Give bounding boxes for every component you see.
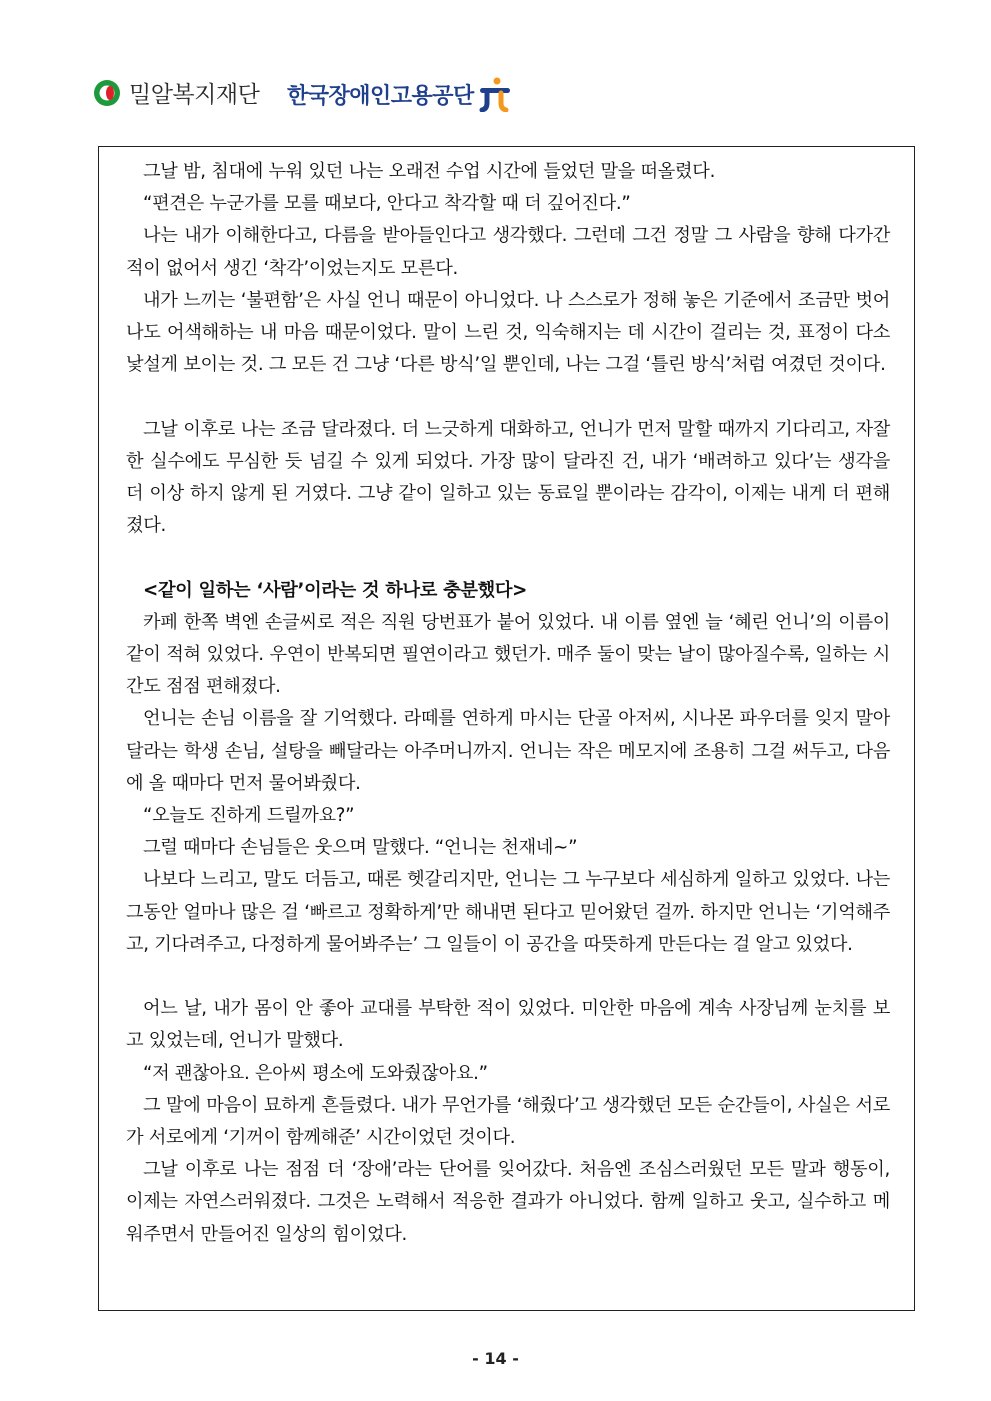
blank-line bbox=[126, 542, 890, 574]
paragraph: 내가 느끼는 ‘불편함’은 사실 언니 때문이 아니었다. 나 스스로가 정해 놓은 기준에서 조금만 벗어나도 어색해하는 내 마음 때문이었다. 말이 느린 것, 익숙해지는 데 시간이 걸리는 것, 표정이 다소 낯설게 보이는 것. 그 모든 건 그냥 ‘다른 방식’일 뿐인데, 나는 그걸 ‘틀린 방식’처럼 여겼던 것이다. bbox=[126, 289, 890, 376]
paragraph: 그럴 때마다 손님들은 웃으며 말했다. “언니는 천재네~” bbox=[143, 837, 578, 859]
section-heading: <같이 일하는 ‘사람’이라는 것 하나로 충분했다> bbox=[143, 579, 528, 601]
blank-line bbox=[126, 381, 890, 413]
essay-body bbox=[126, 156, 890, 1251]
paragraph: 카페 한쪽 벽엔 손글씨로 적은 직원 당번표가 붙어 있었다. 내 이름 옆엔 늘 ‘혜린 언니’의 이름이 같이 적혀 있었다. 우연이 반복되면 필연이라고 했던가. 매주 둘이 맞는 날이 많아질수록, 일하는 시간도 점점 편해졌다. bbox=[126, 611, 890, 698]
paragraph: 그 말에 마음이 묘하게 흔들렸다. 내가 무언가를 ‘해줬다’고 생각했던 모든 순간들이, 사실은 서로가 서로에게 ‘기꺼이 함께해준’ 시간이었던 것이다. bbox=[126, 1094, 890, 1149]
paragraph: 나보다 느리고, 말도 더듬고, 때론 헷갈리지만, 언니는 그 누구보다 세심하게 일하고 있었다. 나는 그동안 얼마나 많은 걸 ‘빠르고 정확하게’만 해내면 된다고 믿어왔던 걸까. 하지만 언니는 ‘기억해주고, 기다려주고, 다정하게 물어봐주는’ 그 일들이 이 공간을 따뜻하게 만든다는 걸 알고 있었다. bbox=[126, 869, 890, 955]
milal-logo-text: 밀알복지재단 bbox=[129, 82, 260, 108]
quote-paragraph: “오늘도 진하게 드릴까요?” bbox=[143, 805, 355, 827]
paragraph: 그날 이후로 나는 조금 달라졌다. 더 느긋하게 대화하고, 언니가 먼저 말할 때까지 기다리고, 자잘한 실수에도 무심한 듯 넘길 수 있게 되었다. 가장 많이 달라진 건, 내가 ‘배려하고 있다’는 생각을 더 이상 하지 않게 된 거였다. 그냥 같이 일하고 있는 동료일 뿐이라는 감각이, 이제는 내게 더 편해졌다. bbox=[126, 418, 890, 537]
quote-paragraph: “편견은 누군가를 모를 때보다, 안다고 착각할 때 더 깊어진다.” bbox=[143, 193, 631, 215]
paragraph: 그날 밤, 침대에 누워 있던 나는 오래전 수업 시간에 들었던 말을 떠올렸다. bbox=[143, 161, 716, 182]
quote-paragraph: “저 괜찮아요. 은아씨 평소에 도와줬잖아요.” bbox=[143, 1062, 488, 1084]
paragraph: 언니는 손님 이름을 잘 기억했다. 라떼를 연하게 마시는 단골 아저씨, 시나몬 파우더를 잊지 말아달라는 학생 손님, 설탕을 빼달라는 아주머니까지. 언니는 작은 메모지에 조용히 그걸 써두고, 다음에 올 때마다 먼저 물어봐줬다. bbox=[126, 708, 890, 794]
paragraph: 나는 내가 이해한다고, 다름을 받아들인다고 생각했다. 그런데 그건 정말 그 사람을 향해 다가간 적이 없어서 생긴 ‘착각’이었는지도 모른다. bbox=[126, 225, 890, 279]
milal-logo-icon bbox=[92, 78, 122, 108]
kead-logo bbox=[287, 76, 512, 112]
kead-logo-icon bbox=[478, 76, 512, 112]
page-number: - 14 - bbox=[472, 1349, 519, 1368]
kead-logo-text: 한국장애인고용공단 bbox=[287, 83, 474, 109]
milal-logo bbox=[92, 76, 259, 109]
blank-line bbox=[126, 961, 890, 993]
paragraph: 그날 이후로 나는 점점 더 ‘장애’라는 단어를 잊어갔다. 처음엔 조심스러웠던 모든 말과 행동이, 이제는 자연스러워졌다. 그것은 노력해서 적응한 결과가 아니었다. 함께 일하고 웃고, 실수하고 메워주면서 만들어진 일상의 힘이었다. bbox=[126, 1159, 890, 1245]
paragraph: 어느 날, 내가 몸이 안 좋아 교대를 부탁한 적이 있었다. 미안한 마음에 계속 사장님께 눈치를 보고 있었는데, 언니가 말했다. bbox=[126, 998, 890, 1052]
page-header bbox=[92, 74, 912, 114]
